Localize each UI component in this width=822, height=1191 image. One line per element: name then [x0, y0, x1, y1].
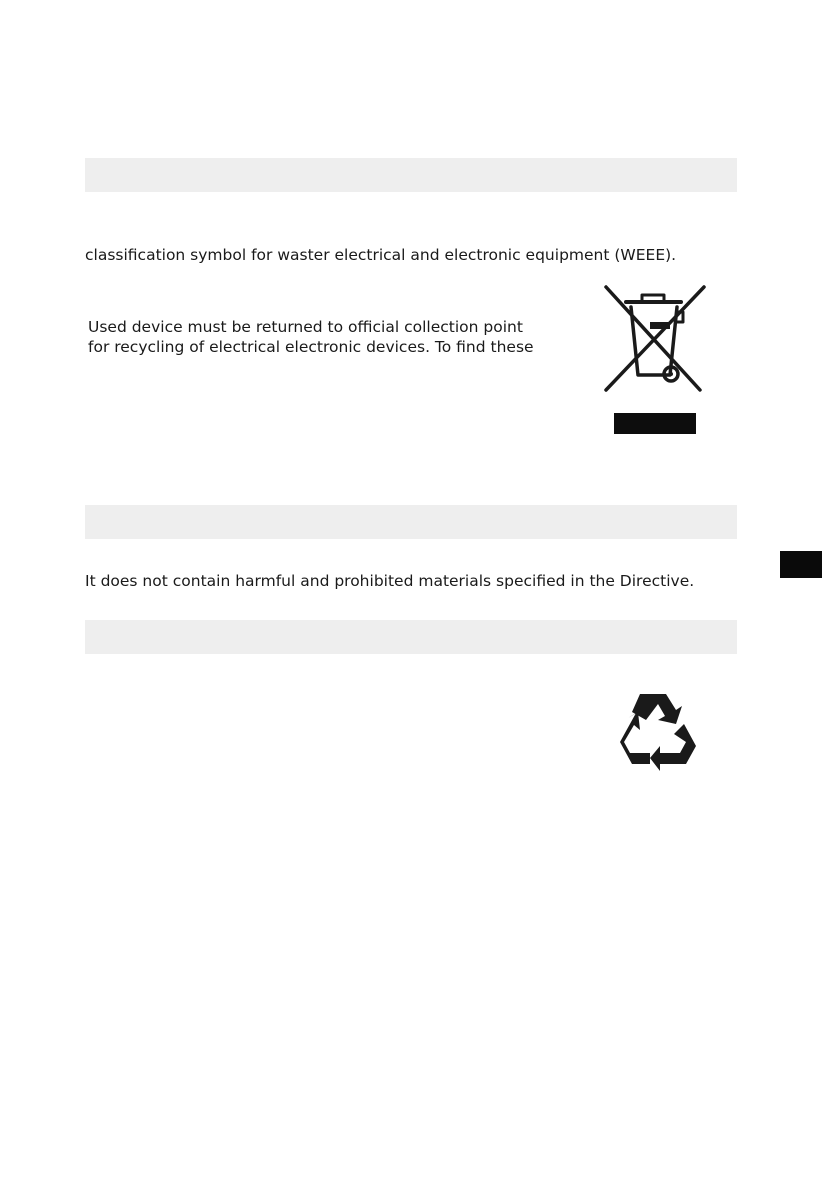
weee-paragraph-line: for recycling of electrical electronic devices. To find these [88, 338, 534, 356]
rohs-statement-text: It does not contain harmful and prohibited materials specified in the Directive. [85, 572, 695, 590]
weee-crossed-bin-icon [598, 282, 708, 438]
weee-classification-text: classification symbol for waster electrical and electronic equipment (WEEE). [85, 246, 677, 264]
side-tab-marker [780, 551, 822, 578]
section-header-bar-weee [85, 158, 737, 192]
weee-paragraph [88, 317, 534, 357]
recycle-icon [610, 690, 700, 776]
weee-paragraph-line: Used device must be returned to official collection point [88, 318, 523, 336]
section-header-bar-packaging [85, 620, 737, 654]
section-header-bar-rohs [85, 505, 737, 539]
